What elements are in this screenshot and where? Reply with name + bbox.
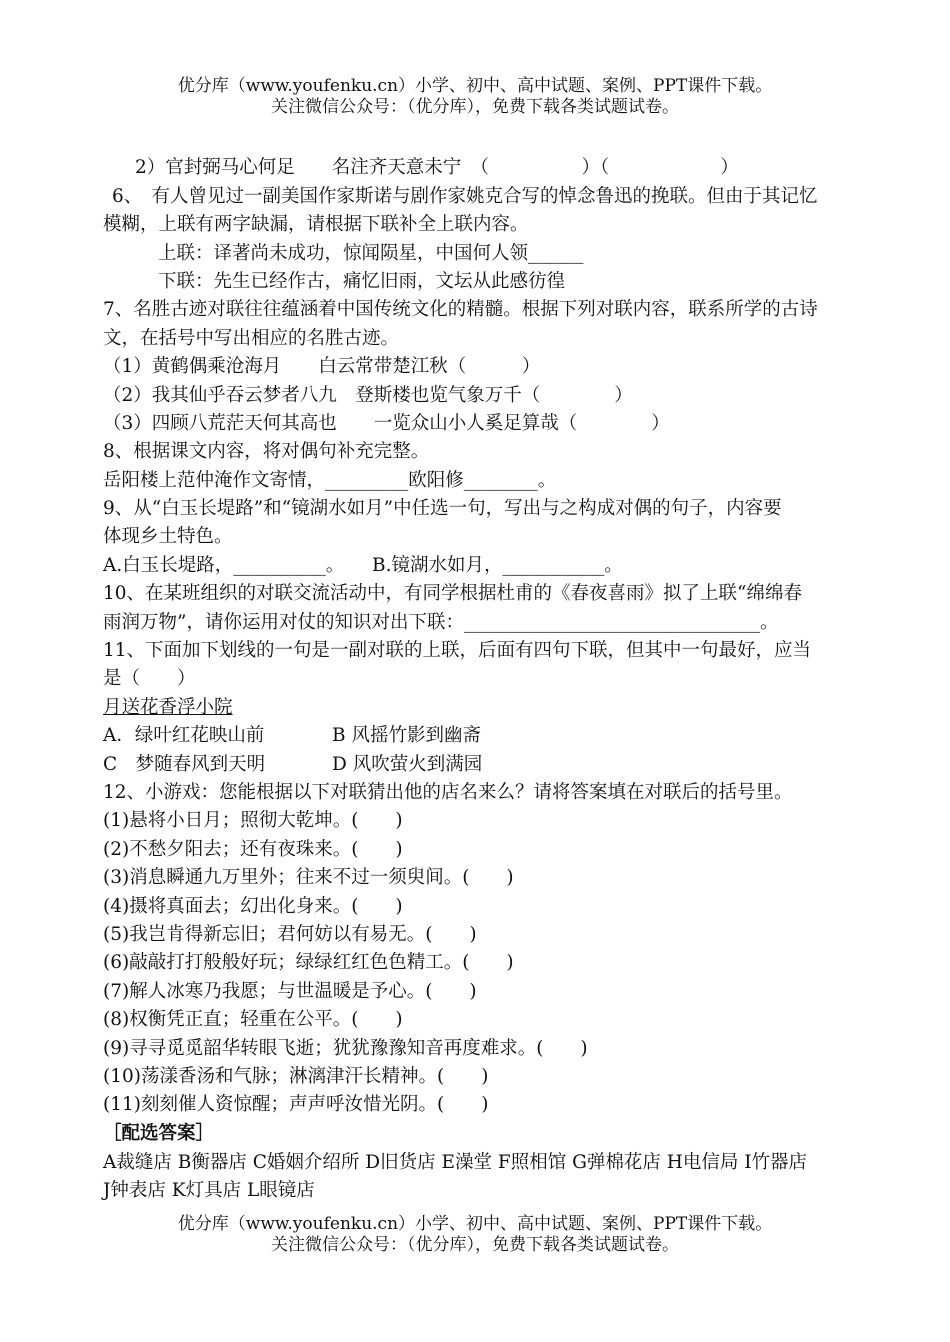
q12-item-1: (1)悬将小日月；照彻大乾坤。( ) <box>103 810 403 831</box>
q12-item-3: (3)消息瞬通九万里外；往来不过一须臾间。( ) <box>103 867 514 888</box>
q6-line-2: 模糊，上联有两字缺漏，请根据下联补全上联内容。 <box>103 214 529 235</box>
q12-line-1: 12、小游戏：您能根据以下对联猜出他的店名来么？请将答案填在对联后的括号里。 <box>103 782 793 803</box>
header-line-1: 优分库（www.youfenku.cn）小学、初中、高中试题、案例、PPT课件下载。 <box>177 76 773 96</box>
q7-item-3: （3）四顾八荒茫天何其高也 一览众山小人奚足算哉（ ） <box>103 413 670 434</box>
answer-choices-title: ［配选答案］ <box>103 1123 215 1144</box>
page-footer <box>0 1214 950 1256</box>
q12-item-9: (9)寻寻觅觅韶华转眼飞逝；犹犹豫豫知音再度难求。( ) <box>103 1038 588 1059</box>
q12-item-10: (10)荡漾香汤和气脉；淋漓津汗长精神。( ) <box>103 1066 489 1087</box>
q12-item-4: (4)摄将真面去；幻出化身来。( ) <box>103 896 403 917</box>
q7-line-1: 7、名胜古迹对联往往蕴涵着中国传统文化的精髓。根据下列对联内容，联系所学的古诗 <box>103 299 818 320</box>
q11-option-a: A．绿叶红花映山前 <box>103 725 265 746</box>
q10-line-1: 10、在某班组织的对联交流活动中，有同学根据杜甫的《春夜喜雨》拟了上联“绵绵春 <box>103 583 803 604</box>
footer-line-1: 优分库（www.youfenku.cn）小学、初中、高中试题、案例、PPT课件下载。 <box>177 1214 773 1234</box>
q12-item-7: (7)解人冰寒乃我愿；与世温暖是予心。( ) <box>103 981 477 1002</box>
answer-choices-line-2: J钟表店 K灯具店 L眼镜店 <box>103 1180 315 1201</box>
q7-item-2: （2）我其仙乎吞云梦者八九 登斯楼也览气象万千（ ） <box>103 385 633 406</box>
q7-line-2: 文，在括号中写出相应的名胜古迹。 <box>103 328 400 349</box>
q11-option-b: B 风摇竹影到幽斋 <box>332 725 481 746</box>
page-header <box>0 76 950 118</box>
q12-item-2: (2)不愁夕阳去；还有夜珠来。( ) <box>103 839 403 860</box>
q11-option-c: C 梦随春风到天明 <box>103 754 266 775</box>
q12-item-11: (11)刻刻催人资惊醒；声声呼汝惜光阴。( ) <box>103 1094 489 1115</box>
q9-line-1: 9、从“白玉长堤路”和“镜湖水如月”中任选一句，写出与之构成对偶的句子，内容要 <box>103 498 782 519</box>
q12-item-6: (6)敲敲打打般般好玩；绿绿红红色色精工。( ) <box>103 952 514 973</box>
q11-underlined-upper-couplet: 月送花香浮小院 <box>103 697 233 718</box>
q9-line-2: 体现乡土特色。 <box>103 526 233 547</box>
q12-item-8: (8)权衡凭正直；轻重在公平。( ) <box>103 1009 403 1030</box>
q6-line-1: 6、 有人曾见过一副美国作家斯诺与剧作家姚克合写的悼念鲁迅的挽联。但由于其记忆 <box>112 186 818 207</box>
q7-item-1: （1）黄鹤偶乘沧海月 白云常带楚江秋（ ） <box>103 356 541 377</box>
q11-line-2: 是（ ） <box>103 668 196 689</box>
q10-line-2: 雨润万物”，请你运用对仗的知识对出下联：________________________________。 <box>103 612 779 633</box>
q11-option-d: D 风吹萤火到满园 <box>332 754 483 775</box>
q9-line-3: A.白玉长堤路，__________。 B.镜湖水如月，___________。 <box>103 555 623 576</box>
q6-upper-couplet: 上联：译著尚未成功，惊闻陨星，中国何人领______ <box>158 243 584 264</box>
q8-line-2: 岳阳楼上范仲淹作文寄情，_________欧阳修________。 <box>103 470 557 491</box>
q12-item-5: (5)我岂肯得新忘旧；君何妨以有易无。( ) <box>103 924 477 945</box>
q5-item-2: 2）官封弼马心何足 名注齐天意未宁 （ ）（ ） <box>135 157 739 178</box>
q11-line-1: 11、下面加下划线的一句是一副对联的上联，后面有四句下联，但其中一句最好，应当 <box>103 640 812 661</box>
q8-line-1: 8、根据课文内容，将对偶句补充完整。 <box>103 441 430 462</box>
header-line-2: 关注微信公众号：（优分库），免费下载各类试题试卷。 <box>271 97 679 117</box>
answer-choices-line-1: A裁缝店 B衡器店 C婚姻介绍所 D旧货店 E澡堂 F照相馆 G弹棉花店 H电信局 I竹器店 <box>103 1152 808 1173</box>
footer-line-2: 关注微信公众号：（优分库），免费下载各类试题试卷。 <box>271 1235 679 1255</box>
q6-lower-couplet: 下联：先生已经作古，痛忆旧雨，文坛从此感彷徨 <box>158 271 566 292</box>
